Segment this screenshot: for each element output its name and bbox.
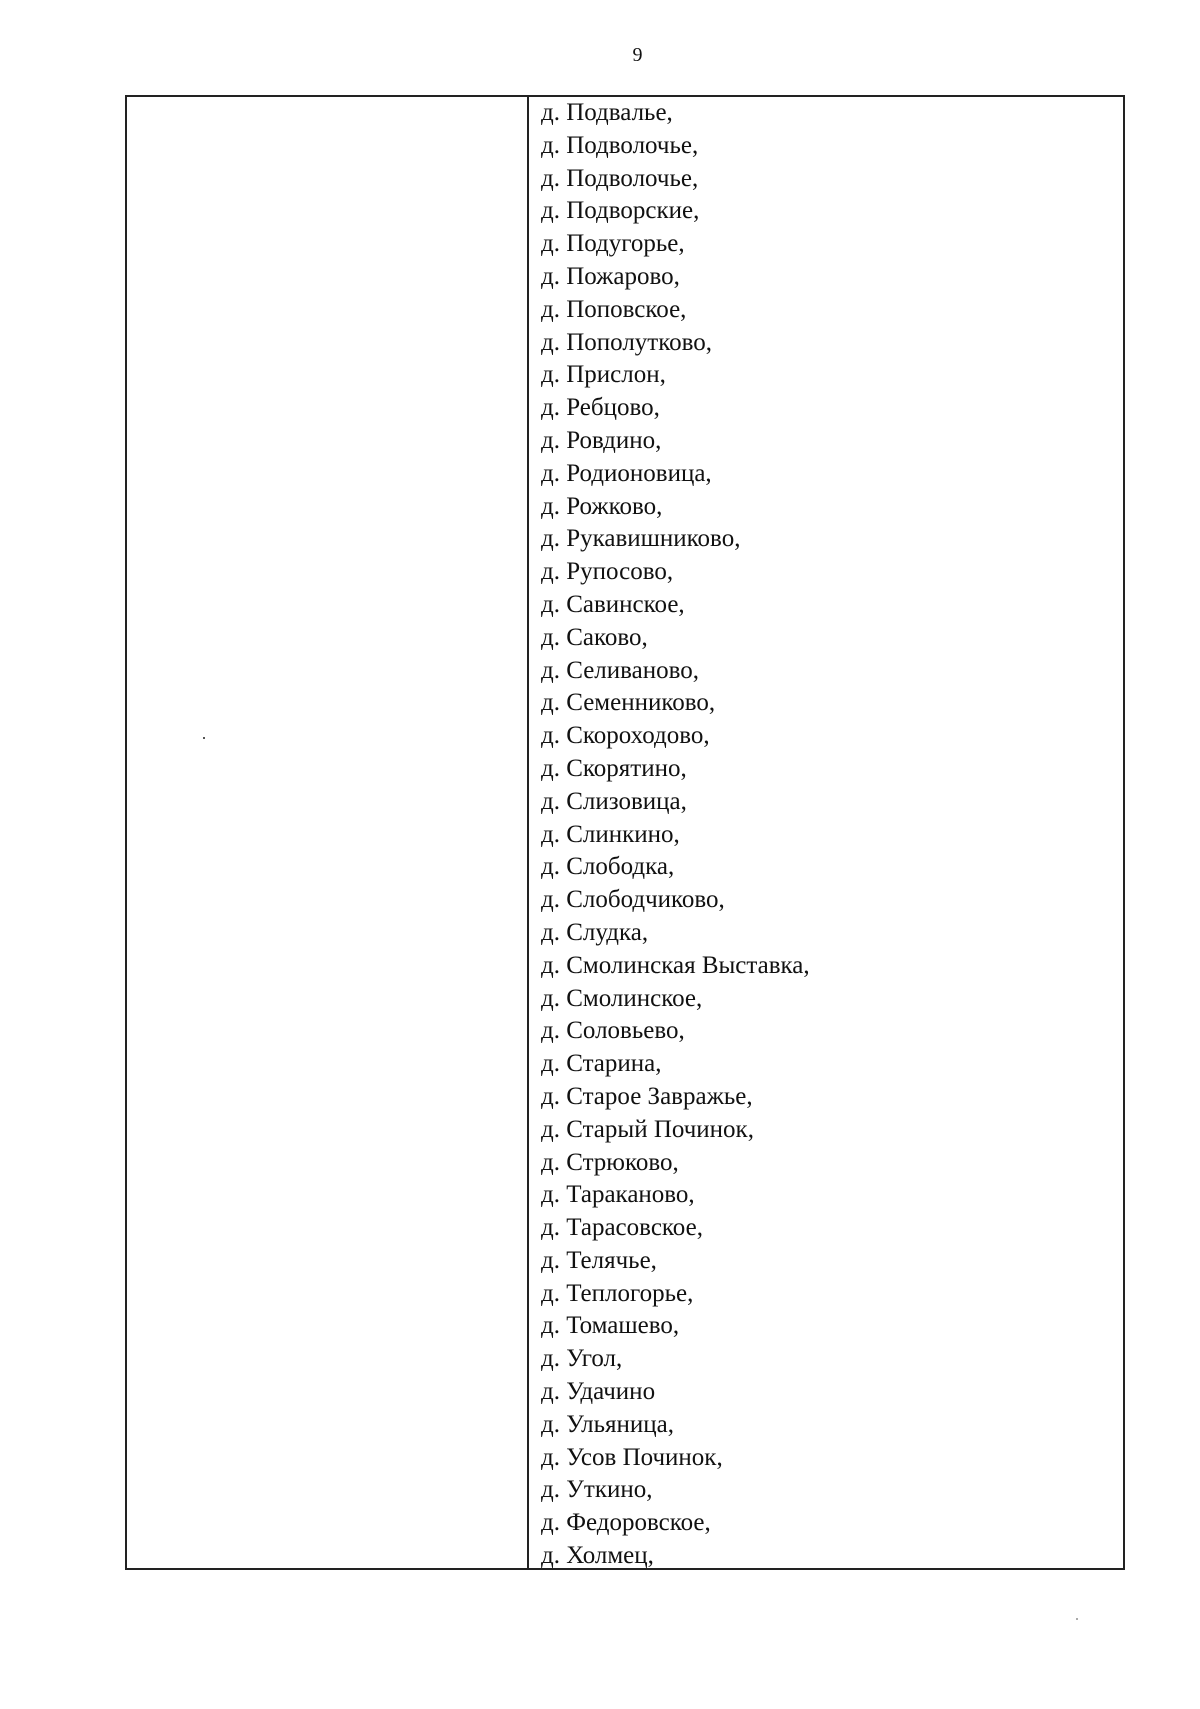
locality-item: д. Селиваново, — [541, 656, 699, 684]
locality-item: д. Тарасовское, — [541, 1214, 703, 1242]
locality-item: д. Смолинское, — [541, 984, 703, 1012]
locality-item: д. Старина, — [541, 1050, 662, 1078]
locality-item: д. Рожково, — [541, 492, 663, 520]
locality-item: д. Соловьево, — [541, 1017, 685, 1045]
locality-item: д. Подугорье, — [541, 230, 685, 258]
locality-item: д. Смолинская Выставка, — [541, 951, 810, 979]
table-right-column — [529, 97, 1123, 1568]
locality-item: д. Пополутково, — [541, 328, 712, 356]
locality-item: д. Старое Завражье, — [541, 1082, 753, 1110]
locality-item: д. Подволочье, — [541, 131, 699, 159]
locality-item: д. Стрюково, — [541, 1148, 679, 1176]
locality-item: д. Ребцово, — [541, 394, 660, 422]
locality-item: д. Семенниково, — [541, 689, 716, 717]
page-number: 9 — [632, 44, 643, 66]
locality-item: д. Саково, — [541, 623, 648, 651]
locality-item: д. Федоровское, — [541, 1509, 711, 1537]
locality-item: д. Подворские, — [541, 197, 700, 225]
locality-item: д. Ульяница, — [541, 1410, 674, 1438]
locality-item: д. Пожарово, — [541, 262, 680, 290]
locality-item: д. Подволочье, — [541, 164, 699, 192]
locality-item: д. Родионовица, — [541, 459, 712, 487]
locality-item: д. Савинское, — [541, 590, 685, 618]
locality-item: д. Слинкино, — [541, 820, 680, 848]
locality-item: д. Старый Починок, — [541, 1115, 754, 1143]
locality-item: д. Подвалье, — [541, 99, 673, 126]
locality-item: д. Тараканово, — [541, 1181, 695, 1209]
locality-item: д. Прислон, — [541, 361, 666, 389]
locality-list — [541, 97, 1123, 1573]
locality-item: д. Слудка, — [541, 918, 649, 946]
locality-item: д. Слизовица, — [541, 787, 687, 815]
locality-item: д. Слободчиково, — [541, 886, 725, 914]
locality-item: д. Удачино — [541, 1378, 656, 1406]
locality-item: д. Холмец, — [541, 1542, 654, 1570]
table-left-column — [127, 97, 529, 1568]
locality-item: д. Поповское, — [541, 295, 687, 323]
locality-item: д. Слободка, — [541, 853, 675, 881]
locality-item: д. Телячье, — [541, 1246, 657, 1274]
scan-speck — [1076, 1618, 1078, 1620]
locality-item: д. Томашево, — [541, 1312, 680, 1340]
locality-item: д. Уткино, — [541, 1476, 653, 1504]
locality-item: д. Ровдино, — [541, 426, 662, 454]
locality-item: д. Рукавишниково, — [541, 525, 741, 553]
locality-item: д. Рупосово, — [541, 558, 674, 586]
scan-dot — [203, 737, 205, 739]
locality-item: д. Скороходово, — [541, 722, 710, 750]
locality-item: д. Усов Починок, — [541, 1443, 723, 1471]
localities-table — [125, 95, 1125, 1570]
locality-item: д. Угол, — [541, 1345, 623, 1373]
locality-item: д. Теплогорье, — [541, 1279, 694, 1307]
locality-item: д. Скорятино, — [541, 754, 687, 782]
